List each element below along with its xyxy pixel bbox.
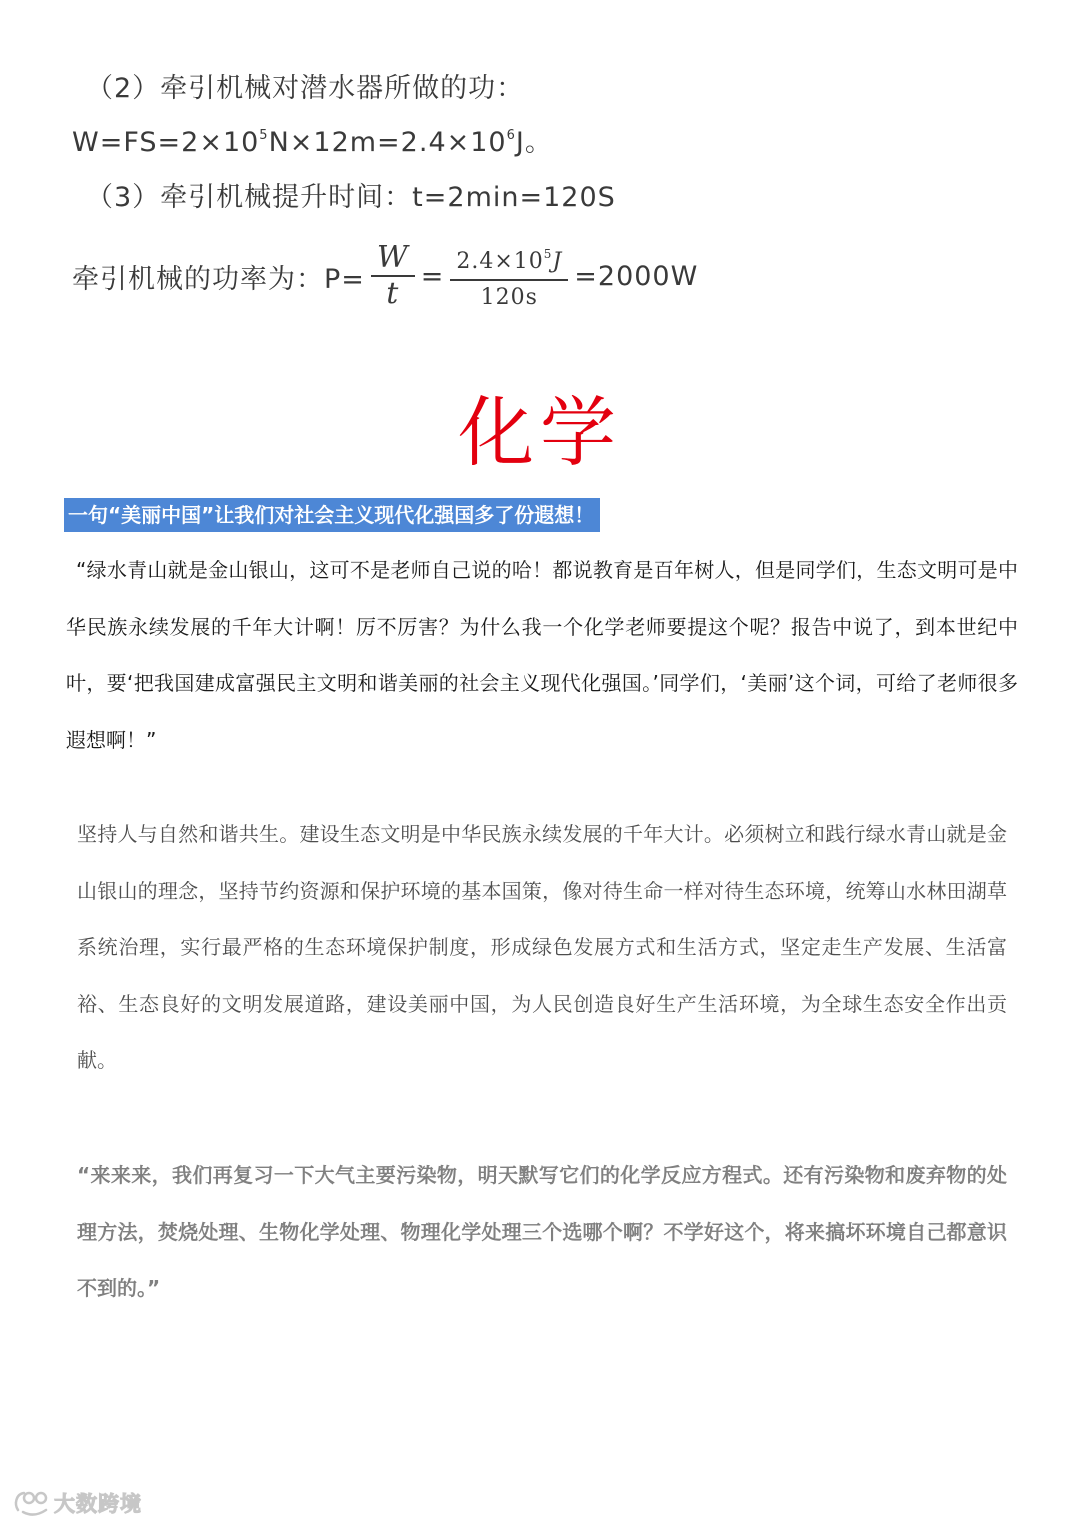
solution-step-2: （2）牵引机械对潜水器所做的功： [86, 73, 525, 104]
highlight-banner: 一句“美丽中国”让我们对社会主义现代化强国多了份遐想！ [64, 498, 600, 532]
calculation-numerator-base: 2.4×10 [456, 249, 544, 274]
work-formula-middle: N×12m=2.4×10 [268, 127, 507, 158]
teacher-review-paragraph: “来来来，我们再复习一下大气主要污染物，明天默写它们的化学反应方程式。还有污染物和废弃物的处理方法，焚烧处理、生物化学处理、物理化学处理三个选哪个啊？不学好这个，将来搞坏环境自己都意识不到的。” [77, 1163, 1007, 1300]
teacher-quote-paragraph: “绿水青山就是金山银山，这可不是老师自己说的哈！都说教育是百年树人，但是同学们，生态文明可是中华民族永续发展的千年大计啊！厉不厉害？为什么我一个化学老师要提这个呢？报告中说了，到本世纪中叶，要‘把我国建成富强民主文明和谐美丽的社会主义现代化强国。’同学们，‘美丽’这个词，可给了老师很多遐想啊！” [66, 558, 1018, 752]
power-label: 牵引机械的功率为：P= [72, 263, 365, 295]
calculation-numerator-unit: J [552, 249, 563, 274]
work-formula-exponent-1: 5 [259, 128, 269, 143]
equals-sign: = [420, 260, 445, 292]
subject-title: 化学 [458, 388, 622, 477]
watermark-text: 大数跨境 [54, 1492, 142, 1516]
power-fraction-denominator: t [386, 276, 400, 311]
work-formula-suffix: J。 [515, 127, 553, 158]
report-excerpt-paragraph: 坚持人与自然和谐共生。建设生态文明是中华民族永续发展的千年大计。必须树立和践行绿水青山就是金山银山的理念，坚持节约资源和保护环境的基本国策，像对待生命一样对待生态环境，统筹山水林田湖草系统治理，实行最严格的生态环境保护制度，形成绿色发展方式和生活方式，坚定走生产发展、生活富裕、生态良好的文明发展道路，建设美丽中国，为人民创造良好生产生活环境，为全球生态安全作出贡献。 [77, 822, 1007, 1072]
platform-logo-icon [12, 1488, 52, 1518]
watermark [12, 1488, 142, 1518]
work-formula [72, 120, 553, 159]
power-result: =2000W [574, 260, 699, 292]
calculation-denominator: 120s [480, 285, 538, 310]
calculation-fraction [450, 237, 568, 315]
power-fraction [371, 241, 415, 311]
work-formula-prefix: W=FS=2×10 [72, 127, 260, 158]
power-formula [72, 236, 698, 316]
calculation-numerator [450, 237, 568, 279]
power-fraction-numerator: W [376, 240, 409, 275]
calculation-numerator-exponent: 5 [543, 247, 553, 261]
solution-step-3: （3）牵引机械提升时间：t=2min=120S [86, 182, 616, 213]
work-formula-exponent-2: 6 [506, 128, 516, 143]
